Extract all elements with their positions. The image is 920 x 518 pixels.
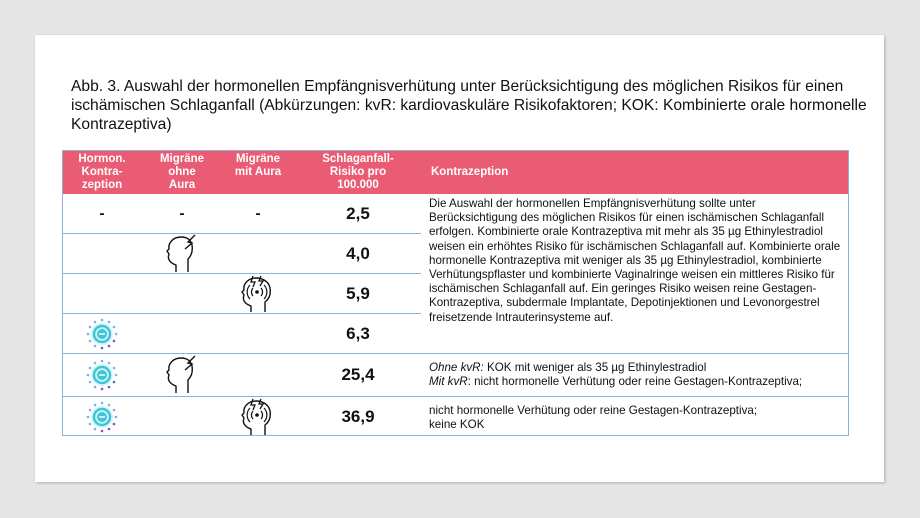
table-row (63, 194, 421, 233)
cell-migraene-mit-aura (221, 234, 295, 273)
header-line: Risiko pro (329, 166, 387, 178)
header-line: Kontra- (81, 166, 123, 178)
dash-value: - (255, 205, 261, 222)
header-migraene-ohne-aura (145, 153, 219, 192)
cell-schlaganfall-risiko (306, 314, 410, 353)
risk-value: 4,0 (346, 243, 370, 263)
label-ohne-kvr: Ohne kvR: (429, 361, 484, 374)
risk-value: 2,5 (346, 203, 370, 223)
header-migraene-mit-aura (221, 153, 295, 179)
cell-hormon (67, 314, 137, 353)
header-line: Hormon. (78, 153, 126, 165)
table-row (63, 397, 421, 436)
risk-value: 5,9 (346, 283, 370, 303)
header-line: Aura (168, 179, 196, 191)
header-kontrazeption: Kontrazeption (431, 166, 509, 178)
cell-hormon (67, 234, 137, 273)
table-header (63, 151, 848, 194)
cell-migraene-mit-aura (221, 397, 295, 436)
head-aura-icon (239, 397, 277, 437)
cell-migraene-ohne-aura (145, 234, 219, 273)
cell-schlaganfall-risiko (306, 194, 410, 233)
header-line: Schlaganfall- (322, 153, 394, 165)
cell-migraene-mit-aura (221, 194, 295, 233)
cell-migraene-ohne-aura (145, 274, 219, 313)
kontrazeption-ohne-kvr (429, 361, 844, 375)
label-mit-kvr: Mit kvR (429, 375, 468, 389)
text-line: keine KOK (429, 418, 485, 432)
cell-hormon (67, 397, 137, 436)
kontrazeption-mit-kvr (429, 375, 844, 389)
risk-value: 6,3 (346, 323, 370, 343)
cell-migraene-ohne-aura (145, 354, 219, 396)
header-hormon (67, 153, 137, 192)
cell-schlaganfall-risiko (306, 397, 410, 436)
text-ohne-kvr: KOK mit weniger als 35 µg Ethinylestradiol (483, 361, 707, 374)
dash-value: - (99, 205, 105, 222)
kontrazeption-text-row-6 (429, 404, 844, 432)
cell-migraene-ohne-aura (145, 397, 219, 436)
table-row (63, 234, 421, 273)
cell-migraene-mit-aura (221, 314, 295, 353)
header-line: 100.000 (337, 179, 379, 191)
cell-migraene-mit-aura (221, 274, 295, 313)
text-mit-kvr: : nicht hormonelle Verhütung oder reine Gestagen-Kontrazeptiva; (467, 375, 803, 389)
table-row (63, 314, 421, 353)
cell-schlaganfall-risiko (306, 354, 410, 396)
risk-value: 25,4 (341, 365, 375, 384)
cell-hormon (67, 194, 137, 233)
risk-value: 36,9 (341, 406, 375, 426)
figure-caption: Abb. 3. Auswahl der hormonellen Empfängnisverhütung unter Berücksichtigung des möglichen Risikos für einen ischämischen Schlaganfall (Abkürzungen: kvR: kardiovaskuläre Risikofaktoren; KOK: Kombinierte orale hormonelle Kontrazeptiva) (71, 78, 867, 133)
head-lightning-icon (165, 234, 199, 274)
header-line: mit Aura (234, 166, 282, 178)
contraception-table (62, 150, 849, 436)
cell-schlaganfall-risiko (306, 234, 410, 273)
table-row (63, 354, 421, 396)
cell-migraene-mit-aura (221, 354, 295, 396)
head-lightning-icon (165, 355, 199, 395)
table-row (63, 274, 421, 313)
header-line: ohne (168, 166, 196, 178)
hormone-pill-icon (85, 400, 119, 434)
header-line: Migräne (159, 153, 205, 165)
kontrazeption-text-row-5 (429, 361, 844, 389)
hormone-pill-icon (85, 358, 119, 392)
cell-migraene-ohne-aura (145, 194, 219, 233)
dash-value: - (179, 205, 185, 222)
head-aura-icon (239, 274, 277, 314)
text-line: nicht hormonelle Verhütung oder reine Gestagen-Kontrazeptiva; (429, 404, 758, 417)
kontrazeption-text-general: Die Auswahl der hormonellen Empfängnisverhütung sollte unter Berücksichtigung des möglichen Risikos für einen ischämischen Schlaganfall erfolgen. Kombinierte orale Kontrazeptiva mit mehr als 35 µg Ethinylestradiol weisen ein erhöhtes Risiko für ischämischen Schlaganfall auf. Kombinierte orale hormonelle Kontrazeptiva mit weniger als 35 µg Ethinylestradiol, kombinierte Verhütungspflaster und kombinierte Vaginalringe weisen ein mittleres Risiko für ischämischen Schlaganfall auf. Ein geringes Risiko weisen reine Gestagen-Kontrazeptiva, subdermale Implantate, Depotinjektionen und Levonorgestrel freisetzende Intrauterinsysteme auf. (429, 197, 841, 324)
header-line: zeption (81, 179, 123, 191)
header-schlaganfall-risiko (306, 153, 410, 192)
cell-hormon (67, 354, 137, 396)
cell-schlaganfall-risiko (306, 274, 410, 313)
cell-hormon (67, 274, 137, 313)
header-line: Migräne (235, 153, 281, 165)
hormone-pill-icon (85, 317, 119, 351)
cell-migraene-ohne-aura (145, 314, 219, 353)
